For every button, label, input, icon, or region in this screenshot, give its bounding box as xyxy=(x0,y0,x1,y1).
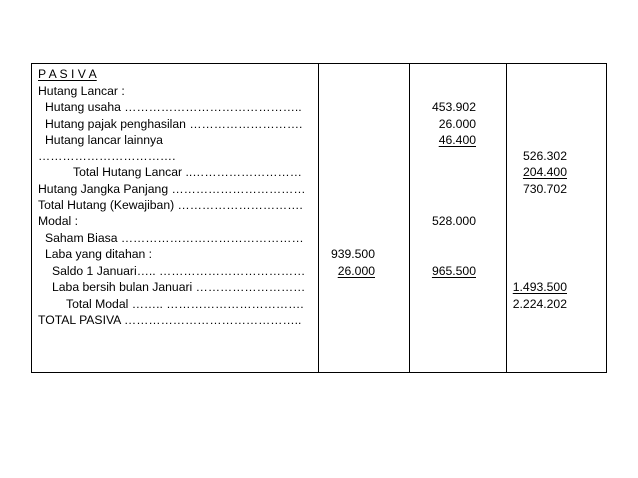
label-total-pasiva: TOTAL PASIVA …………………………………….. xyxy=(38,313,302,327)
label-saham-biasa: Saham Biasa ……………………………………… xyxy=(45,231,304,245)
column-divider-3 xyxy=(506,64,507,372)
value-total-hutang-lancar: 204.400 xyxy=(522,165,567,179)
label-total-hutang-lancar: Total Hutang Lancar ..……………………… xyxy=(73,165,302,179)
value-hutang-jangka-panjang: 730.702 xyxy=(522,182,567,196)
value-saldo-januari: 939.500 xyxy=(330,247,375,261)
value-subtotal-hutang-lancar: 526.302 xyxy=(522,149,567,163)
value-laba-bersih-januari: 26.000 xyxy=(337,264,375,278)
value-hutang-lancar-lainnya: 46.400 xyxy=(438,133,476,147)
label-saldo-januari: Saldo 1 Januari….. ……………………………… xyxy=(52,264,306,278)
value-saham-biasa: 528.000 xyxy=(431,214,476,228)
value-total-pasiva: 2.224.202 xyxy=(512,297,567,311)
label-total-hutang: Total Hutang (Kewajiban) …………………………. xyxy=(38,198,303,212)
column-divider-2 xyxy=(409,64,410,372)
value-laba-ditahan-total: 965.500 xyxy=(431,264,476,278)
label-hutang-usaha: Hutang usaha …………………………………….. xyxy=(45,100,302,114)
value-total-modal: 1.493.500 xyxy=(512,280,567,294)
label-hutang-pajak: Hutang pajak penghasilan ………………………. xyxy=(45,117,303,131)
value-hutang-usaha: 453.902 xyxy=(431,100,476,114)
label-hutang-jangka-panjang: Hutang Jangka Panjang …………………………… xyxy=(38,182,306,196)
pasiva-heading: P A S I V A xyxy=(38,67,97,81)
label-laba-bersih: Laba bersih bulan Januari ……………………… xyxy=(52,280,306,294)
value-hutang-pajak: 26.000 xyxy=(438,117,476,131)
column-divider-1 xyxy=(318,64,319,372)
label-hutang-lancar: Hutang Lancar : xyxy=(38,84,125,98)
label-modal: Modal : xyxy=(38,214,78,228)
label-laba-ditahan: Laba yang ditahan : xyxy=(45,247,153,261)
label-hutang-lancar-lainnya: Hutang lancar lainnya xyxy=(45,133,163,147)
label-dots-line: ……………………………. xyxy=(38,149,176,163)
label-total-modal: Total Modal …….. ……………………………. xyxy=(66,297,304,311)
